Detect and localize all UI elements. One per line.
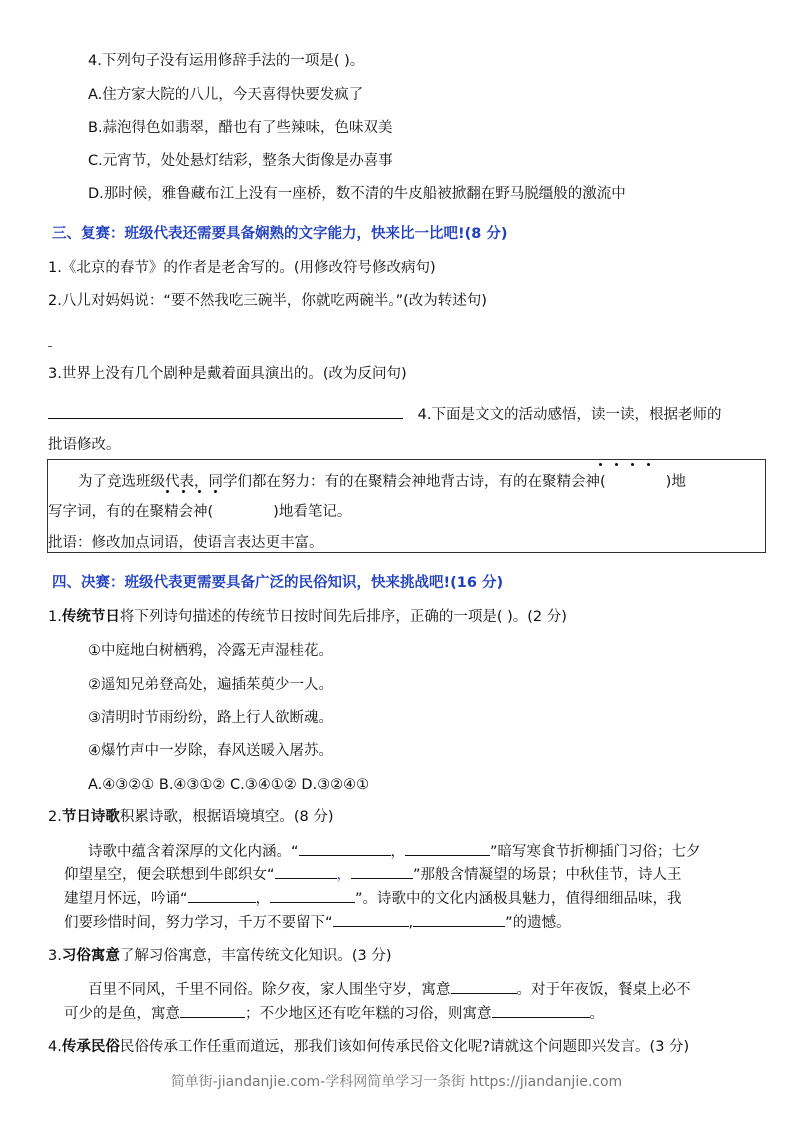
- s4-q2-line-4: [64, 912, 571, 933]
- q4-option-a: A.住方家大院的八儿，今天喜得快要发疯了: [88, 87, 364, 103]
- passage-text: 仰望星空，便会联想到牛郎织女“: [64, 867, 275, 883]
- s4-q3: [48, 946, 392, 966]
- answer-blank[interactable]: [213, 502, 273, 516]
- emphasis-dot: [631, 463, 634, 466]
- question-tag: 传统节日: [61, 609, 120, 625]
- passage-line-2: [48, 502, 351, 522]
- s4-q1: [48, 607, 567, 627]
- passage-text: 建望月怀远，吟诵“: [64, 891, 188, 907]
- answer-blank[interactable]: [270, 888, 355, 903]
- s3-q4-intro-cont: 批语修改。: [48, 437, 121, 453]
- poem-item-2: ②遥知兄弟登高处，遍插茱萸少一人。: [88, 677, 333, 693]
- passage-text: ”那般含情凝望的场景；中秋佳节，诗人王: [413, 867, 682, 883]
- passage-text: )地: [665, 474, 686, 490]
- passage-line-1: [78, 472, 686, 492]
- emphasis-dot: [647, 463, 650, 466]
- passage-box: [47, 459, 766, 553]
- s3-q3-answer-row: [48, 404, 721, 425]
- passage-text: ,: [408, 915, 414, 931]
- s4-q2-line-3: [64, 888, 682, 909]
- answer-blank[interactable]: [188, 888, 256, 903]
- s3-q2: 2.八儿对妈妈说：“要不然我吃三碗半，你就吃两碗半。”(改为转述句): [48, 293, 487, 309]
- poem-item-4: ④爆竹声中一岁除，春风送暖入屠苏。: [88, 743, 333, 759]
- passage-text: ”暗写寒食节折柳插门习俗；七夕: [490, 844, 701, 860]
- answer-blank[interactable]: [492, 1003, 590, 1018]
- s4-q2-line-1: [88, 841, 701, 862]
- s4-q1-options: A.④③②① B.④③①② C.③④①② D.③②④①: [88, 777, 370, 793]
- q4-stem: 4.下列句子没有运用修辞手法的一项是( )。: [88, 53, 365, 69]
- answer-blank[interactable]: [351, 864, 413, 879]
- question-text: 民俗传承工作任重而道远，那我们该如何传承民俗文化呢?请就这个问题即兴发言。(3 分): [119, 1039, 690, 1055]
- emphasis-dot: [214, 490, 217, 493]
- emphasis-dot: [166, 490, 169, 493]
- answer-blank[interactable]: [606, 472, 666, 486]
- emphasis-dot: [198, 490, 201, 493]
- answer-blank[interactable]: [451, 979, 517, 994]
- s4-q3-line-1: [88, 979, 691, 1000]
- passage-text: 诗歌中蕴含着深厚的文化内涵。“: [88, 844, 299, 860]
- passage-text: 们要珍惜时间，努力学习，千万不要留下“: [64, 915, 333, 931]
- q4-option-b: B.蒜泡得色如翡翠，醋也有了些辣味，色味双美: [88, 120, 393, 136]
- passage-text: ，: [255, 891, 271, 907]
- answer-blank[interactable]: [180, 1003, 245, 1018]
- s4-q2-line-2: [64, 864, 682, 885]
- question-tag: 传承民俗: [61, 1039, 120, 1055]
- emphasis-dot: [615, 463, 618, 466]
- s3-q4-intro: 4.下面是文文的活动感悟，读一读，根据老师的: [417, 407, 722, 423]
- passage-text: 可少的是鱼，寓意: [64, 1006, 180, 1022]
- q4-option-d: D.那时候，雅鲁藏布江上没有一座桥，数不清的牛皮船被掀翻在野马脱缰般的激流中: [88, 186, 626, 202]
- emphasis-dot: [182, 490, 185, 493]
- q4-option-c: C.元宵节，处处悬灯结彩，整条大街像是办喜事: [88, 153, 393, 169]
- question-number: 3.: [48, 948, 62, 964]
- s4-q4: [48, 1037, 689, 1057]
- answer-blank[interactable]: [413, 912, 505, 927]
- question-text: 积累诗歌，根据语境填空。(8 分): [119, 809, 334, 825]
- s3-q3: 3.世界上没有几个剧种是戴着面具演出的。(改为反问句): [48, 366, 407, 382]
- page-footer: 简单街-jiandanjie.com-学科网简单学习一条街 https://jiandanjie.com: [170, 1074, 623, 1090]
- passage-text: ”。诗歌中的文化内涵极具魅力，值得细细品味，我: [355, 891, 682, 907]
- s3-q1: 1.《北京的春节》的作者是老舍写的。(用修改符号修改病句): [48, 260, 436, 276]
- section3-title: 三、复赛：班级代表还需要具备娴熟的文字能力，快来比一比吧!(8 分): [52, 226, 508, 242]
- s4-q3-line-2: [64, 1003, 604, 1024]
- passage-text: ；不少地区还有吃年糕的习俗，则寓意: [245, 1006, 492, 1022]
- passage-text: ，: [390, 844, 406, 860]
- teacher-comment: 批语：修改加点词语，使语言表达更丰富。: [48, 535, 324, 551]
- poem-item-3: ③清明时节雨纷纷，路上行人欲断魂。: [88, 710, 333, 726]
- passage-text: 。对于年夜饭，餐桌上必不: [516, 982, 691, 998]
- passage-text: 百里不同风，千里不同俗。除夕夜，家人围坐守岁，寓意: [88, 982, 451, 998]
- question-number: 1.: [48, 609, 62, 625]
- question-tag: 习俗寓意: [61, 948, 120, 964]
- question-number: 2.: [48, 809, 62, 825]
- answer-blank[interactable]: [299, 841, 391, 856]
- passage-text: ”的遗憾。: [505, 915, 571, 931]
- passage-text: )地看笔记。: [273, 504, 352, 520]
- answer-blank[interactable]: [275, 864, 337, 879]
- section4-title: 四、决赛：班级代表更需要具备广泛的民俗知识，快来挑战吧!(16 分): [52, 575, 504, 591]
- passage-text: ，: [336, 867, 352, 883]
- s4-q2: [48, 807, 334, 827]
- passage-text: 。: [589, 1006, 604, 1022]
- passage-text: 为了竞选班级代表，同学们都在努力：有的在聚精会神地背古诗，有的在聚精会神(: [78, 474, 606, 490]
- question-number: 4.: [48, 1039, 62, 1055]
- answer-blank[interactable]: [405, 841, 490, 856]
- poem-item-1: ①中庭地白树栖鸦，冷露无声湿桂花。: [88, 643, 333, 659]
- question-tag: 节日诗歌: [61, 809, 120, 825]
- question-text: 了解习俗寓意，丰富传统文化知识。(3 分): [119, 948, 392, 964]
- answer-blank[interactable]: [48, 404, 403, 419]
- emphasis-dot: [599, 463, 602, 466]
- answer-blank[interactable]: [333, 912, 409, 927]
- passage-text: 写字词，有的在聚精会神(: [48, 504, 214, 520]
- question-text: 将下列诗句描述的传统节日按时间先后排序，正确的一项是( )。(2 分): [119, 609, 567, 625]
- stray-mark: [48, 346, 52, 347]
